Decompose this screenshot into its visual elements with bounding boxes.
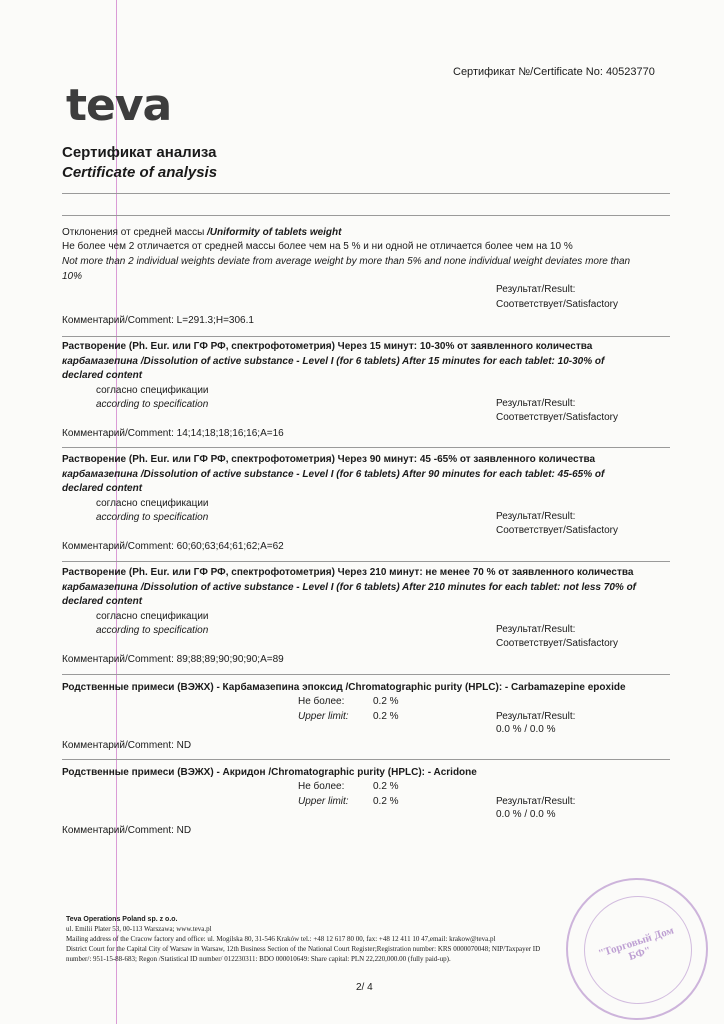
test-title-line3: declared content xyxy=(62,370,143,381)
test-title: Родственные примеси (ВЭЖХ) - Карбамазепина эпоксид /Chromatographic purity (HPLC): - Carbamazepine epoxide xyxy=(62,682,626,693)
test-title-line1: Растворение (Ph. Eur. или ГФ РФ, спектрофотометрия) Через 90 минут: 45 -65% от заявленного количества xyxy=(62,454,596,465)
limit-en-value: 0.2 % xyxy=(373,796,399,807)
result-value: Соответствует/Satisfactory xyxy=(496,638,618,649)
test-description-ru: Не более чем 2 отличается от средней массы более чем на 5 % и ни одной не отличается более чем на 10 % xyxy=(62,241,573,252)
spec-en: according to specification xyxy=(96,625,209,636)
result-label: Результат/Result: xyxy=(496,624,576,635)
result-value: 0.0 % / 0.0 % xyxy=(496,809,556,820)
limit-en-label: Upper limit: xyxy=(298,796,349,807)
page-number: 2/ 4 xyxy=(356,982,373,993)
certificate-number: Сертификат №/Certificate No: 40523770 xyxy=(453,66,655,78)
comment: Комментарий/Comment: ND xyxy=(62,740,192,751)
limit-ru-value: 0.2 % xyxy=(373,696,399,707)
test-title-line1: Растворение (Ph. Eur. или ГФ РФ, спектрофотометрия) Через 210 минут: не менее 70 % от заявленного количества xyxy=(62,567,634,578)
test-title-line2: карбамазепина /Dissolution of active substance - Level I (for 6 tablets) After 210 minutes for each tablet: not less 70% of xyxy=(62,582,637,593)
test-description-en-cont: 10% xyxy=(62,271,83,282)
limit-ru-label: Не более: xyxy=(298,781,345,792)
divider xyxy=(62,759,670,760)
comment: Комментарий/Comment: 14;14;18;18;16;16;A=16 xyxy=(62,428,284,439)
result-value: Соответствует/Satisfactory xyxy=(496,412,618,423)
footer-registry: number/: 951-15-88-683; Regon /Statistical ID number/ 012230311: BDO 000010649: Share capital: PLN 22,220,000.00 (fully paid-up). xyxy=(66,955,451,963)
result-label: Результат/Result: xyxy=(496,398,576,409)
divider xyxy=(62,561,670,562)
spec-en: according to specification xyxy=(96,399,209,410)
footer-address: ul. Emilii Plater 53, 00-113 Warszawa; www.teva.pl xyxy=(66,925,212,933)
teva-logo: teva xyxy=(66,80,172,131)
divider xyxy=(62,447,670,448)
result-label: Результат/Result: xyxy=(496,511,576,522)
limit-en-label: Upper limit: xyxy=(298,711,349,722)
divider xyxy=(62,674,670,675)
result-label: Результат/Result: xyxy=(496,284,576,295)
spec-ru: согласно спецификации xyxy=(96,385,209,396)
stamp-text: "Торговый Дом БФ" xyxy=(596,924,676,963)
limit-ru-label: Не более: xyxy=(298,696,345,707)
spec-en: according to specification xyxy=(96,512,209,523)
spec-ru: согласно спецификации xyxy=(96,611,209,622)
divider xyxy=(62,193,670,194)
limit-en-value: 0.2 % xyxy=(373,711,399,722)
limit-ru-value: 0.2 % xyxy=(373,781,399,792)
page-title-en: Certificate of analysis xyxy=(62,164,218,181)
footer-mailing: Mailing address of the Cracow factory and office: ul. Mogilska 80, 31-546 Kraków tel.: +48 12 617 80 00, fax: +48 12 411 10 47,email: krakow@teva.pl xyxy=(66,935,496,943)
divider xyxy=(62,336,670,337)
footer-court: District Court for the Capital City of Warsaw in Warsaw, 12th Business Section of the National Court Register;Registration number: KRS 0000070048; NIP/Taxpayer ID xyxy=(66,945,541,953)
result-value: Соответствует/Satisfactory xyxy=(496,299,618,310)
test-title-line3: declared content xyxy=(62,483,143,494)
test-title-line2: карбамазепина /Dissolution of active substance - Level I (for 6 tablets) After 15 minutes for each tablet: 10-30% of xyxy=(62,356,605,367)
test-title-line2: карбамазепина /Dissolution of active substance - Level I (for 6 tablets) After 90 minutes for each tablet: 45-65% of xyxy=(62,469,605,480)
comment: Комментарий/Comment: L=291.3;H=306.1 xyxy=(62,315,254,326)
spec-ru: согласно спецификации xyxy=(96,498,209,509)
comment: Комментарий/Comment: 60;60;63;64;61;62;A=62 xyxy=(62,541,284,552)
page-title-ru: Сертификат анализа xyxy=(62,144,217,161)
test-title: Отклонения от средней массы /Uniformity of tablets weight xyxy=(62,227,342,238)
divider xyxy=(62,215,670,216)
result-value: 0.0 % / 0.0 % xyxy=(496,724,556,735)
comment: Комментарий/Comment: ND xyxy=(62,825,192,836)
test-description-en: Not more than 2 individual weights deviate from average weight by more than 5% and none individual weight deviates more than xyxy=(62,256,631,267)
result-label: Результат/Result: xyxy=(496,711,576,722)
result-value: Соответствует/Satisfactory xyxy=(496,525,618,536)
company-stamp xyxy=(566,878,708,1020)
comment: Комментарий/Comment: 89;88;89;90;90;90;A=89 xyxy=(62,654,284,665)
test-title-line1: Растворение (Ph. Eur. или ГФ РФ, спектрофотометрия) Через 15 минут: 10-30% от заявленного количества xyxy=(62,341,593,352)
result-label: Результат/Result: xyxy=(496,796,576,807)
test-title-line3: declared content xyxy=(62,596,143,607)
test-title: Родственные примеси (ВЭЖХ) - Акридон /Chromatographic purity (HPLC): - Acridone xyxy=(62,767,477,778)
footer-company: Teva Operations Poland sp. z o.o. xyxy=(66,916,178,923)
